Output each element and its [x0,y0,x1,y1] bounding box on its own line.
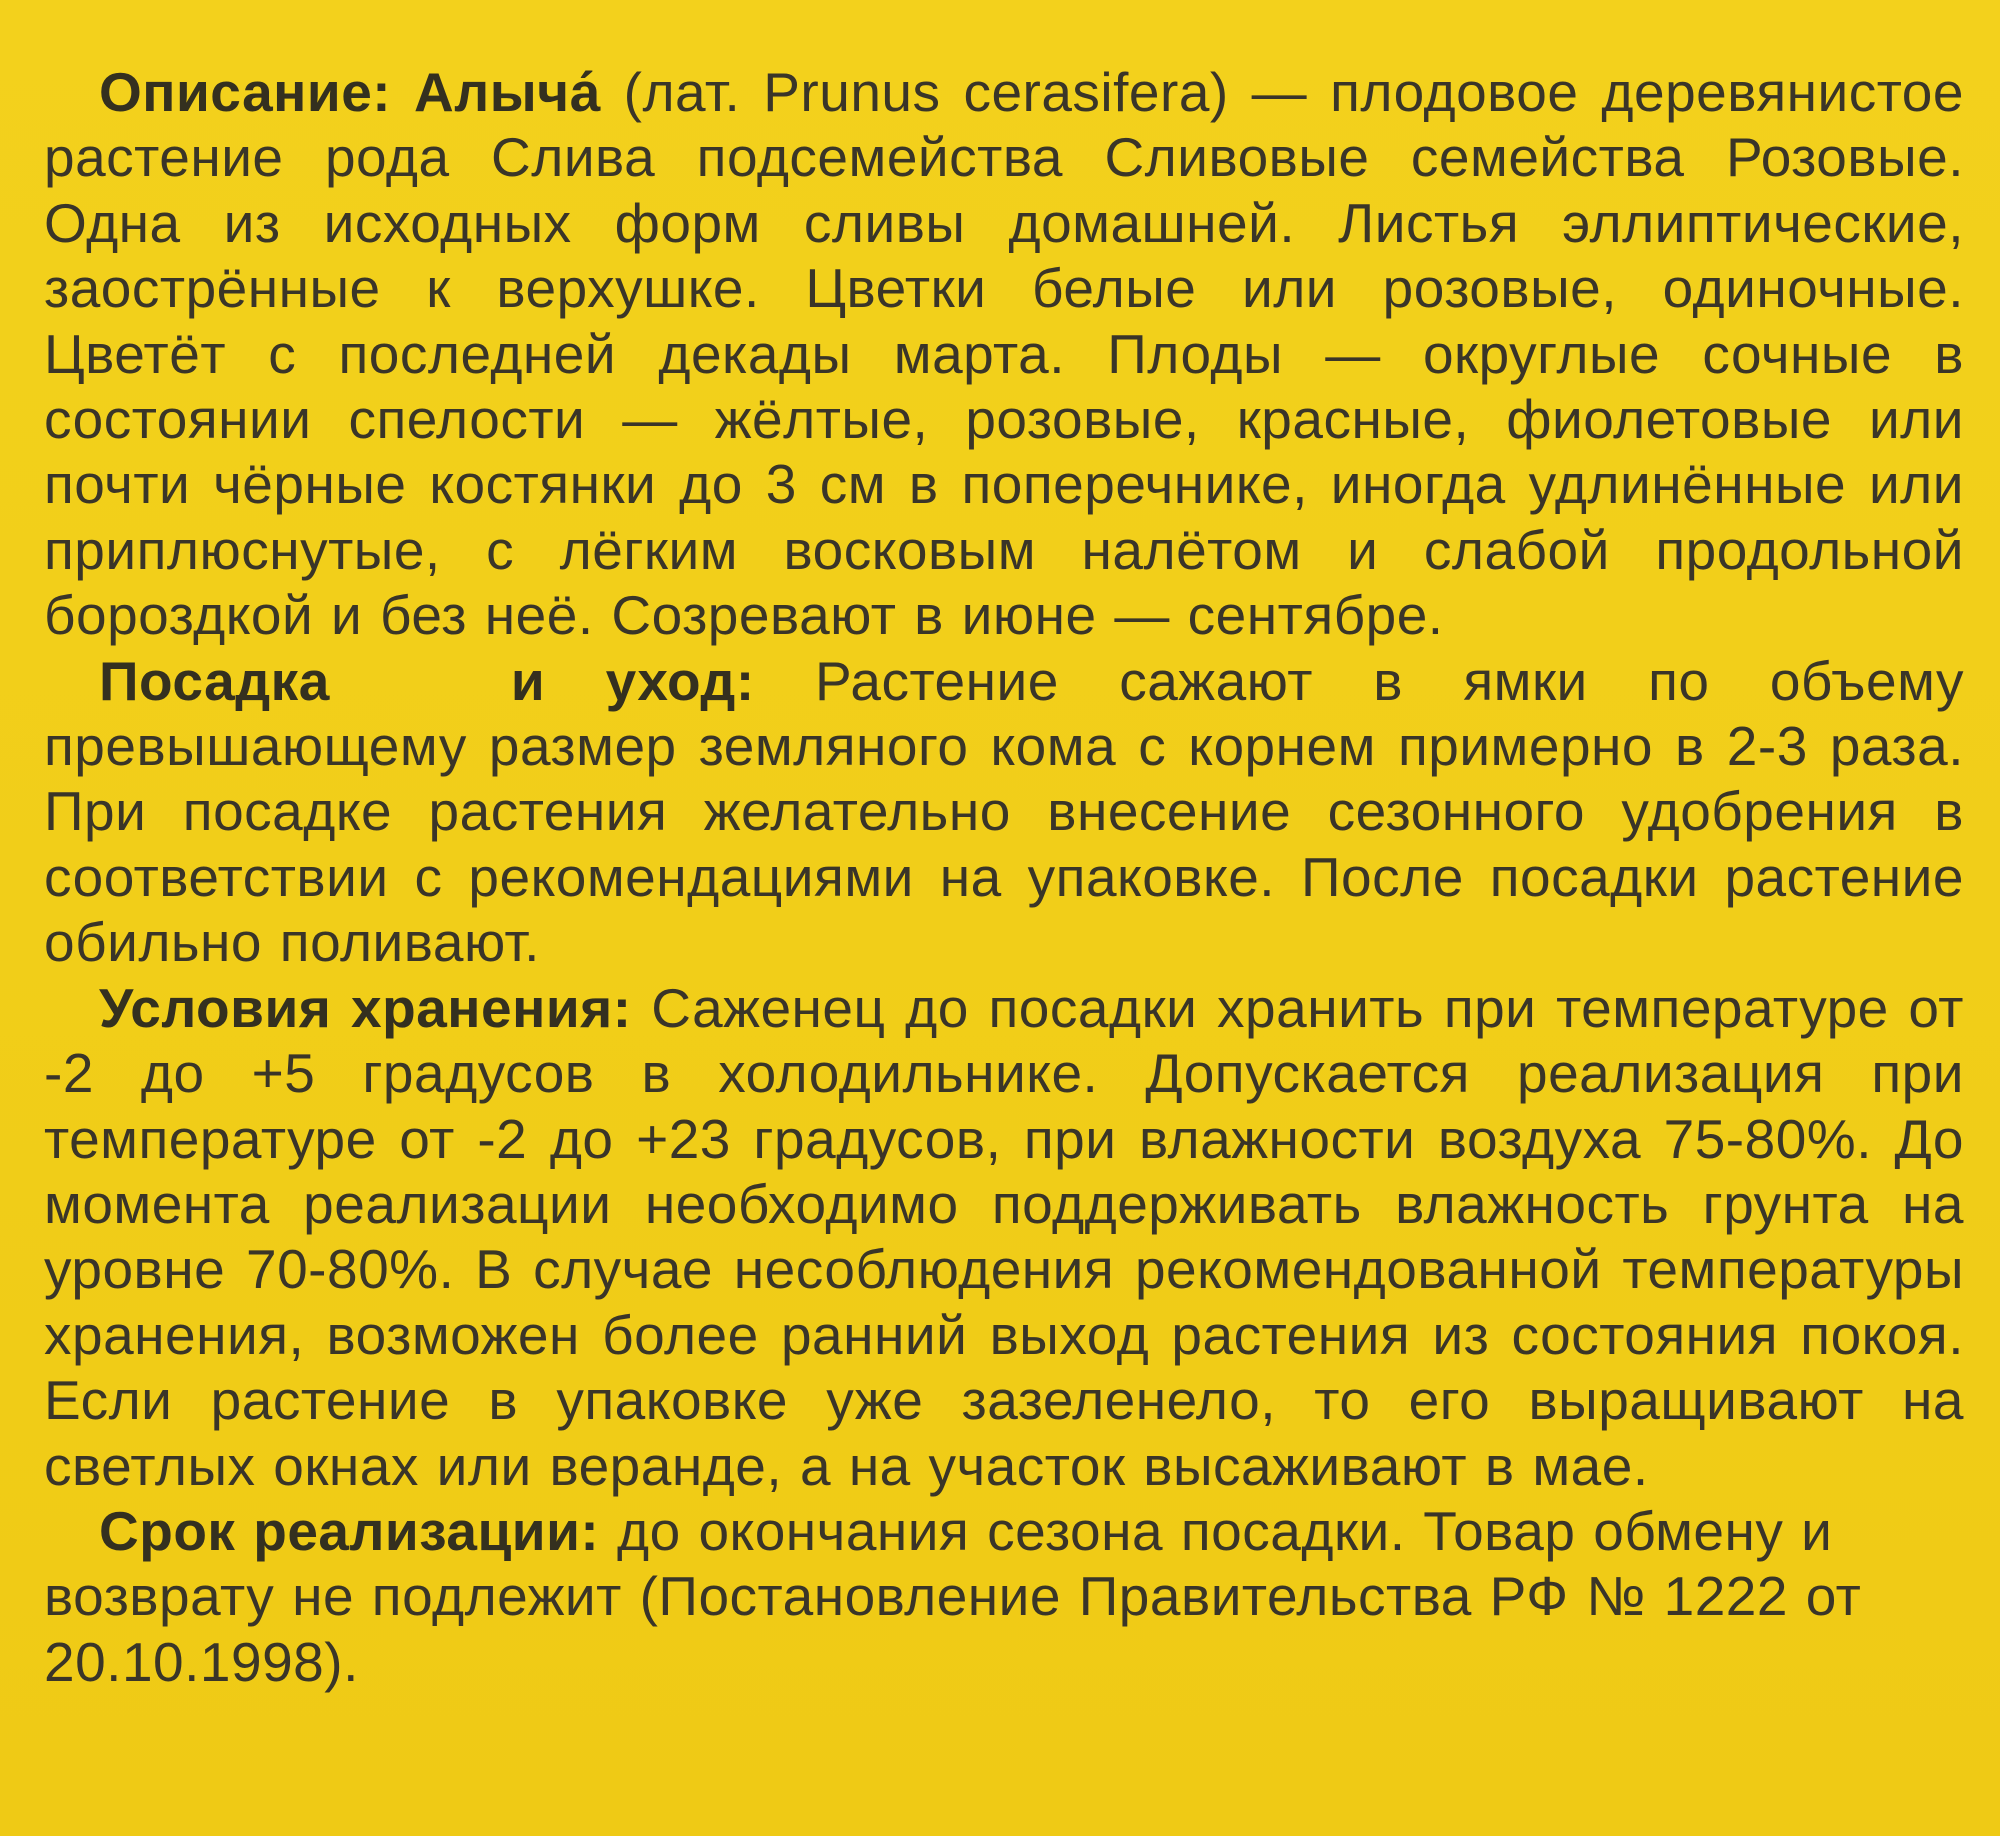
storage-text: Саженец до посадки хранить при температуре от -2 до +5 градусов в холодильнике. Допускается реализация при температуре от -2 до +23 градусов, при влажности воздуха 75-80%. До момента реализации необходимо поддерживать влажность грунта на уровне 70-80%. В случае несоблюдения рекомендованной температуры хранения, возможен более ранний выход растения из состояния покоя. Если растение в упаковке уже зазеленело, то его выращивают на светлых окнах или веранде, а на участок высаживают в мае. [44,976,1964,1497]
planting-text: Растение сажают в ямки по объему превышающему размер земляного кома с корнем примерно в 2-3 раза. При посадке растения желательно внесение сезонного удобрения в соответствии с рекомендациями на упаковке. После посадки растение обильно поливают. [44,649,1964,974]
storage-heading: Условия хранения: [99,976,632,1039]
description-heading: Описание: Алыча́ [99,61,601,123]
sale-term-text: до окончания сезона посадки. Товар обмену и возврату не подлежит (Постановление Правительства РФ № 1222 от 20.10.1998). [44,1499,1862,1693]
description-paragraph [44,60,1964,649]
description-text: (лат. Prunus cerasifera) — плодовое деревянистое растение рода Слива подсемейства Сливовые семейства Розовые. Одна из исходных форм сливы домашней. Листья эллиптические, заострённые к верхушке. Цветки белые или розовые, одиночные. Цветёт с последней декады марта. Плоды — округлые сочные в состоянии спелости — жёлтые, розовые, красные, фиолетовые или почти чёрные костянки до 3 см в поперечнике, иногда удлинённые или приплюснутые, с лёгким восковым налётом и слабой продольной бороздкой и без неё. Созревают в июне — сентябре. [44,61,1964,647]
sale-term-paragraph [44,1499,1964,1695]
label-text [44,60,1964,1695]
sale-term-heading: Срок реализации: [99,1499,600,1562]
planting-paragraph [44,649,1964,976]
planting-heading: Посадка и уход: [99,649,755,712]
storage-paragraph [44,976,1964,1499]
